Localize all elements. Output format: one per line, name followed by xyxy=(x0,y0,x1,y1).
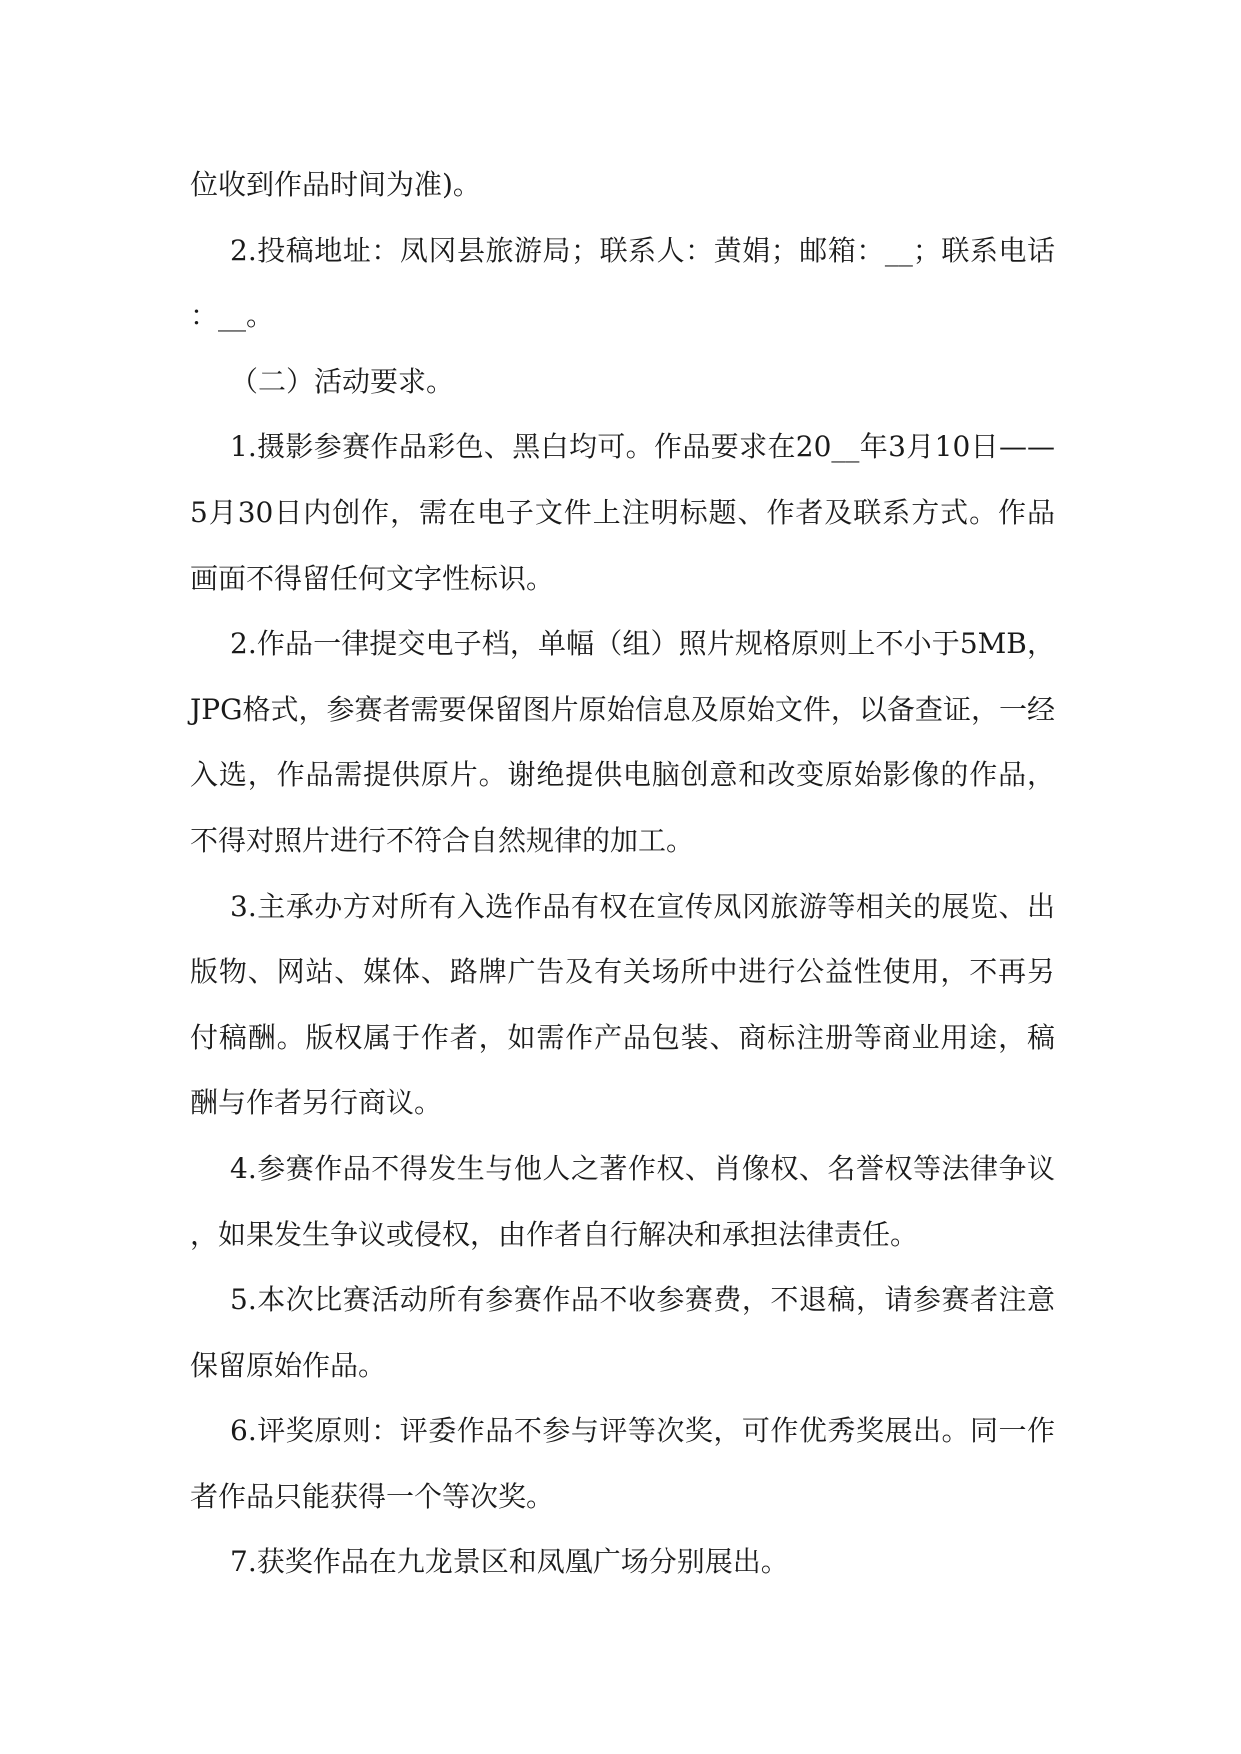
paragraph-requirement-3: 3.主承办方对所有入选作品有权在宣传凤冈旅游等相关的展览、出版物、网站、媒体、路牌广告及有关场所中进行公益性使用，不再另付稿酬。版权属于作者，如需作产品包装、商标注册等商业用途，稿酬与作者另行商议。 xyxy=(190,889,1055,1120)
paragraph-requirement-7: 7.获奖作品在九龙景区和凤凰广场分别展出。 xyxy=(230,1545,789,1579)
section-heading-activity-requirements: （二）活动要求。 xyxy=(230,364,455,398)
paragraph-requirement-2: 2.作品一律提交电子档，单幅（组）照片规格原则上不小于5MB，JPG格式，参赛者需要保留图片原始信息及原始文件，以备查证，一经入选，作品需提供原片。谢绝提供电脑创意和改变原始影像的作品，不得对照片进行不符合自然规律的加工。 xyxy=(190,627,1055,857)
paragraph-requirement-1: 1.摄影参赛作品彩色、黑白均可。作品要求在20__年3月10日——5月30日内创作，需在电子文件上注明标题、作者及联系方式。作品画面不得留任何文字性标识。 xyxy=(190,430,1055,595)
paragraph-requirement-4: 4.参赛作品不得发生与他人之著作权、肖像权、名誉权等法律争议，如果发生争议或侵权，由作者自行解决和承担法律责任。 xyxy=(190,1151,1055,1251)
paragraph-requirement-5: 5.本次比赛活动所有参赛作品不收参赛费，不退稿，请参赛者注意保留原始作品。 xyxy=(190,1283,1055,1382)
paragraph-submission-address: 2.投稿地址：凤冈县旅游局；联系人：黄娟；邮箱：__；联系电话：__。 xyxy=(190,233,1055,333)
paragraph-requirement-6: 6.评奖原则：评委作品不参与评等次奖，可作优秀奖展出。同一作者作品只能获得一个等次奖。 xyxy=(190,1414,1055,1513)
paragraph-continuation: 位收到作品时间为准)。 xyxy=(190,168,481,201)
document-body xyxy=(190,152,1055,1595)
